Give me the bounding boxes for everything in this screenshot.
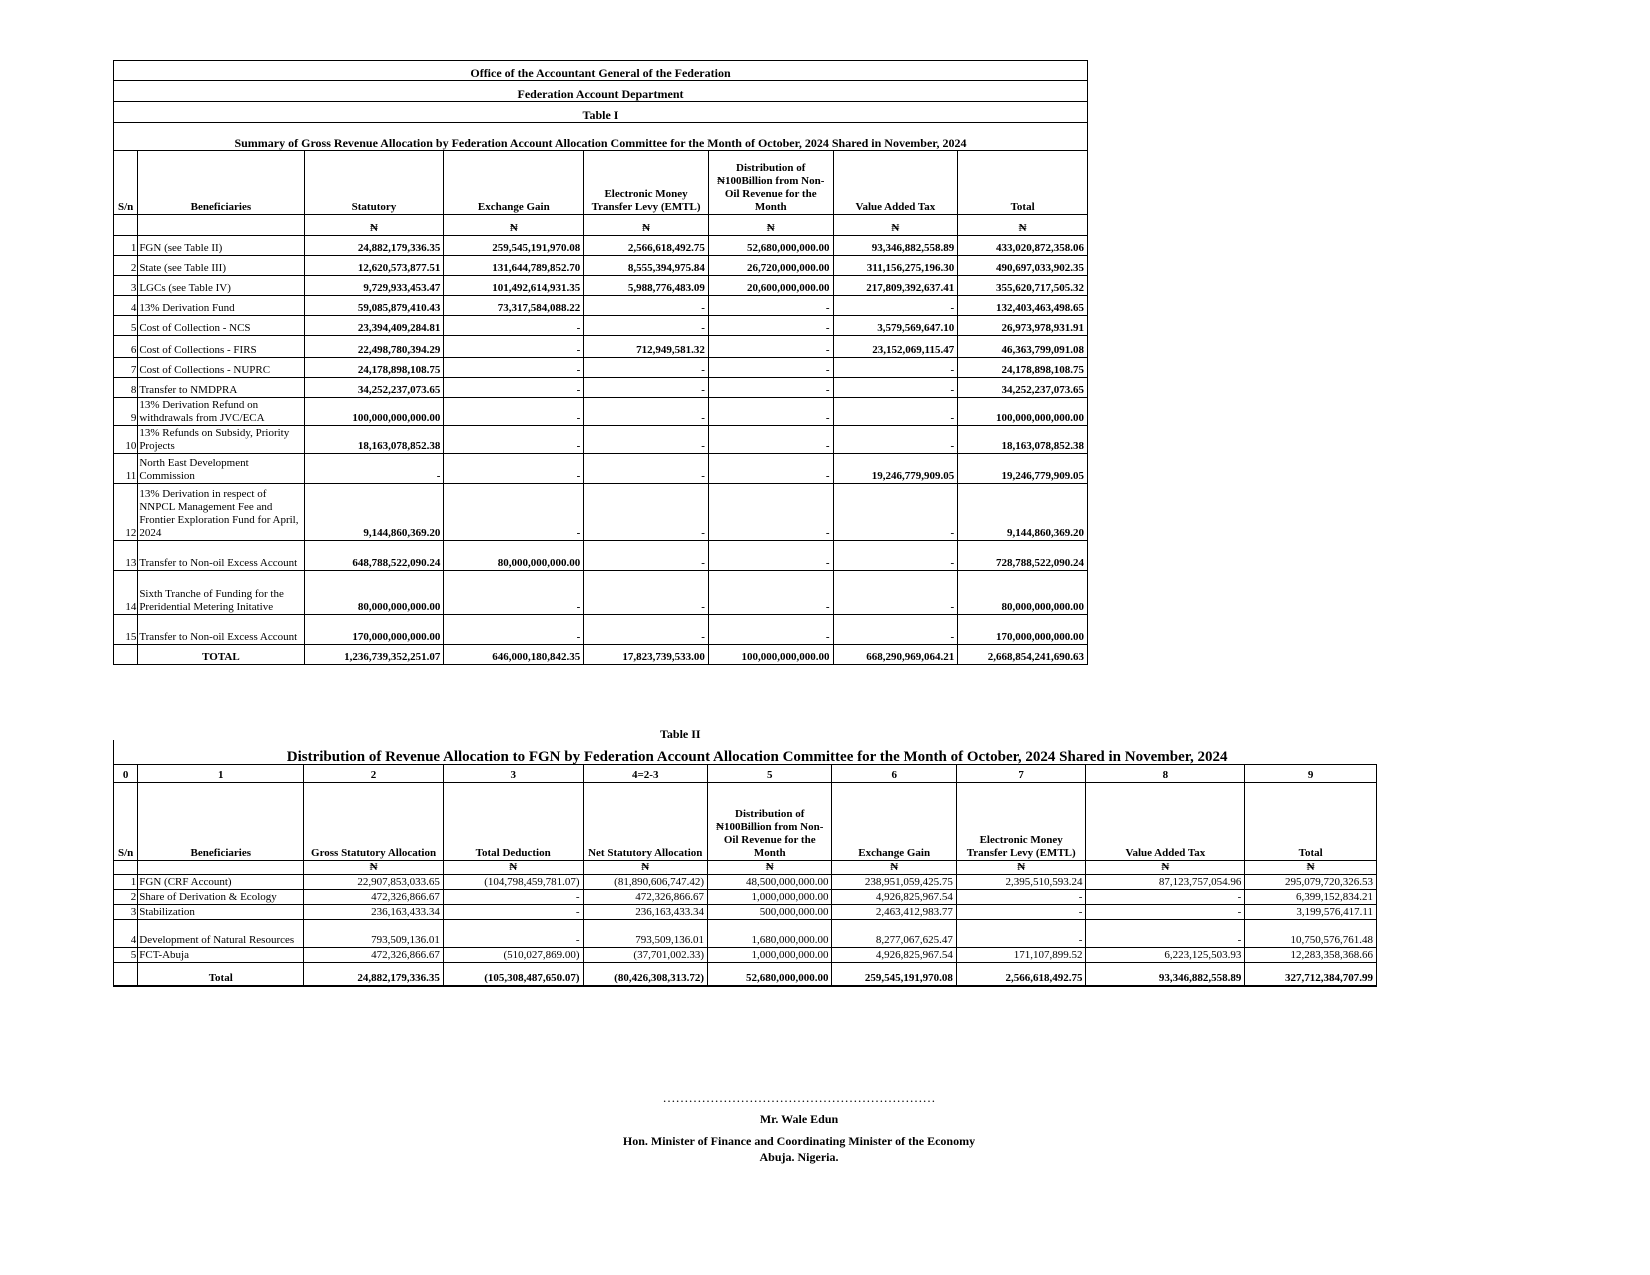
row-value: -	[708, 296, 833, 316]
row-value: 3,199,576,417.11	[1245, 904, 1377, 919]
row-sn: 14	[114, 571, 138, 615]
total-value: 2,566,618,492.75	[956, 962, 1086, 986]
row-value: 217,809,392,637.41	[833, 276, 958, 296]
row-value: 311,156,275,196.30	[833, 256, 958, 276]
table-2-title: Distribution of Revenue Allocation to FGN by Federation Account Allocation Committee for the Month of October, 2024 Shared in November, 2024	[286, 748, 1228, 764]
table-row	[114, 571, 1088, 615]
table-row	[114, 615, 1088, 645]
row-value: -	[444, 378, 584, 398]
row-value: -	[584, 378, 709, 398]
row-value: 490,697,033,902.35	[958, 256, 1088, 276]
table-row	[114, 874, 1377, 889]
row-value: 20,600,000,000.00	[708, 276, 833, 296]
col-total: Total	[958, 151, 1088, 215]
row-sn: 7	[114, 358, 138, 378]
table-row	[114, 276, 1088, 296]
row-value: -	[443, 919, 583, 947]
row-beneficiary: 13% Derivation Refund on withdrawals from JVC/ECA	[138, 398, 304, 426]
row-value: -	[444, 398, 584, 426]
row-value: -	[708, 571, 833, 615]
currency-symbol: ₦	[958, 215, 1088, 236]
row-value: -	[584, 316, 709, 336]
row-value: -	[584, 426, 709, 454]
currency-symbol: ₦	[832, 860, 956, 874]
row-sn: 11	[114, 454, 138, 484]
row-sn: 4	[114, 296, 138, 316]
row-sn: 8	[114, 378, 138, 398]
row-value: 472,326,866.67	[304, 889, 444, 904]
row-value: -	[956, 919, 1086, 947]
table-row	[114, 398, 1088, 426]
total-value: 52,680,000,000.00	[707, 962, 831, 986]
row-sn: 1	[114, 236, 138, 256]
row-value: 80,000,000,000.00	[444, 541, 584, 571]
row-value: 2,395,510,593.24	[956, 874, 1086, 889]
signatory-location: Abuja. Nigeria.	[759, 1150, 839, 1164]
table-1-title: Summary of Gross Revenue Allocation by Federation Account Allocation Committee for the Month of October, 2024 Shared in November, 2024	[114, 123, 1088, 151]
table-row	[114, 256, 1088, 276]
column-number: 5	[707, 764, 831, 782]
total-value: 1,236,739,352,251.07	[304, 645, 444, 665]
table-2-label: Table II	[660, 727, 701, 741]
row-sn: 5	[114, 947, 138, 962]
row-value: 2,566,618,492.75	[584, 236, 709, 256]
row-value: 4,926,825,967.54	[832, 889, 956, 904]
row-beneficiary: Development of Natural Resources	[138, 919, 304, 947]
row-value: 4,926,825,967.54	[832, 947, 956, 962]
row-value: -	[444, 615, 584, 645]
row-value: 26,720,000,000.00	[708, 256, 833, 276]
department-header: Federation Account Department	[114, 81, 1088, 102]
table-1-label: Table I	[114, 102, 1088, 123]
row-value: -	[708, 615, 833, 645]
row-beneficiary: FGN (CRF Account)	[138, 874, 304, 889]
row-value: 19,246,779,909.05	[833, 454, 958, 484]
row-sn: 10	[114, 426, 138, 454]
currency-symbol: ₦	[708, 215, 833, 236]
row-beneficiary: Transfer to Non-oil Excess Account	[138, 541, 304, 571]
currency-symbol: ₦	[304, 860, 444, 874]
table-row	[114, 484, 1088, 541]
table-1	[113, 60, 1088, 665]
row-value: -	[956, 904, 1086, 919]
row-value: -	[833, 358, 958, 378]
row-value: -	[833, 484, 958, 541]
row-value: 80,000,000,000.00	[304, 571, 444, 615]
table-row	[114, 336, 1088, 358]
row-value: -	[833, 571, 958, 615]
row-value: (37,701,002.33)	[583, 947, 707, 962]
row-value: 59,085,879,410.43	[304, 296, 444, 316]
row-value: 500,000,000.00	[707, 904, 831, 919]
row-beneficiary: Cost of Collections - FIRS	[138, 336, 304, 358]
table-row	[114, 919, 1377, 947]
table-row	[114, 296, 1088, 316]
col-total: Total	[1245, 782, 1377, 860]
row-value: 9,144,860,369.20	[958, 484, 1088, 541]
col-100bn: Distribution of ₦100Billion from Non-Oil Revenue for the Month	[707, 782, 831, 860]
row-value: -	[708, 426, 833, 454]
row-value: 171,107,899.52	[956, 947, 1086, 962]
total-value: 2,668,854,241,690.63	[958, 645, 1088, 665]
col-gross-statutory: Gross Statutory Allocation	[304, 782, 444, 860]
row-sn: 6	[114, 336, 138, 358]
row-value: -	[584, 571, 709, 615]
col-sn: S/n	[114, 782, 138, 860]
row-beneficiary: Stabilization	[138, 904, 304, 919]
total-value: 100,000,000,000.00	[708, 645, 833, 665]
row-sn: 5	[114, 316, 138, 336]
col-vat: Value Added Tax	[1086, 782, 1245, 860]
row-value: 1,680,000,000.00	[707, 919, 831, 947]
row-value: -	[833, 541, 958, 571]
row-value: (104,798,459,781.07)	[443, 874, 583, 889]
currency-symbol: ₦	[1086, 860, 1245, 874]
row-value: -	[708, 336, 833, 358]
row-value: 6,223,125,503.93	[1086, 947, 1245, 962]
row-value: 24,882,179,336.35	[304, 236, 444, 256]
row-sn: 15	[114, 615, 138, 645]
total-value: 646,000,180,842.35	[444, 645, 584, 665]
row-value: 18,163,078,852.38	[304, 426, 444, 454]
currency-symbol: ₦	[707, 860, 831, 874]
row-value: -	[584, 541, 709, 571]
row-beneficiary: Share of Derivation & Ecology	[138, 889, 304, 904]
row-sn: 3	[114, 276, 138, 296]
row-value: 48,500,000,000.00	[707, 874, 831, 889]
row-value: -	[584, 296, 709, 316]
row-beneficiary: 13% Derivation in respect of NNPCL Management Fee and Frontier Exploration Fund for April, 2024	[138, 484, 304, 541]
row-value: 18,163,078,852.38	[958, 426, 1088, 454]
row-value: -	[443, 889, 583, 904]
total-label: TOTAL	[138, 645, 304, 665]
row-beneficiary: Cost of Collection - NCS	[138, 316, 304, 336]
row-value: 73,317,584,088.22	[444, 296, 584, 316]
row-value: -	[444, 426, 584, 454]
row-value: 19,246,779,909.05	[958, 454, 1088, 484]
signatory-title: Hon. Minister of Finance and Coordinating Minister of the Economy	[622, 1134, 976, 1148]
row-value: 648,788,522,090.24	[304, 541, 444, 571]
row-value: 52,680,000,000.00	[708, 236, 833, 256]
row-value: -	[444, 484, 584, 541]
row-value: -	[833, 296, 958, 316]
col-beneficiaries: Beneficiaries	[138, 782, 304, 860]
row-value: 236,163,433.34	[304, 904, 444, 919]
table-row	[114, 378, 1088, 398]
row-beneficiary: Transfer to Non-oil Excess Account	[138, 615, 304, 645]
currency-symbol: ₦	[956, 860, 1086, 874]
row-value: -	[1086, 919, 1245, 947]
row-beneficiary: Transfer to NMDPRA	[138, 378, 304, 398]
row-value: 22,498,780,394.29	[304, 336, 444, 358]
total-value: 668,290,969,064.21	[833, 645, 958, 665]
col-net-statutory: Net Statutory Allocation	[583, 782, 707, 860]
col-sn: S/n	[114, 151, 138, 215]
row-value: -	[833, 398, 958, 426]
total-label: Total	[138, 962, 304, 986]
row-value: 46,363,799,091.08	[958, 336, 1088, 358]
row-value: 132,403,463,498.65	[958, 296, 1088, 316]
col-100bn: Distribution of ₦100Billion from Non-Oil Revenue for the Month	[708, 151, 833, 215]
col-statutory: Statutory	[304, 151, 444, 215]
row-sn: 13	[114, 541, 138, 571]
row-value: 236,163,433.34	[583, 904, 707, 919]
row-beneficiary: State (see Table III)	[138, 256, 304, 276]
row-value: 10,750,576,761.48	[1245, 919, 1377, 947]
row-value: 295,079,720,326.53	[1245, 874, 1377, 889]
row-value: 3,579,569,647.10	[833, 316, 958, 336]
column-number: 3	[443, 764, 583, 782]
row-value: 34,252,237,073.65	[958, 378, 1088, 398]
currency-symbol: ₦	[443, 860, 583, 874]
row-value: -	[833, 378, 958, 398]
column-number: 4=2-3	[583, 764, 707, 782]
office-header: Office of the Accountant General of the Federation	[114, 61, 1088, 81]
total-value: (105,308,487,650.07)	[443, 962, 583, 986]
row-sn: 3	[114, 904, 138, 919]
row-beneficiary: FGN (see Table II)	[138, 236, 304, 256]
total-value: 24,882,179,336.35	[304, 962, 444, 986]
row-value: -	[1086, 889, 1245, 904]
row-value: 23,394,409,284.81	[304, 316, 444, 336]
row-value: 712,949,581.32	[584, 336, 709, 358]
row-beneficiary: LGCs (see Table IV)	[138, 276, 304, 296]
table-1-body	[114, 61, 1088, 665]
row-sn: 2	[114, 889, 138, 904]
column-number: 0	[114, 764, 138, 782]
row-value: 131,644,789,852.70	[444, 256, 584, 276]
table-row	[114, 454, 1088, 484]
signatory-name: Mr. Wale Edun	[759, 1112, 839, 1126]
row-value: 100,000,000,000.00	[958, 398, 1088, 426]
row-value: (81,890,606,747.42)	[583, 874, 707, 889]
row-sn: 4	[114, 919, 138, 947]
col-exchange-gain: Exchange Gain	[444, 151, 584, 215]
row-value: 728,788,522,090.24	[958, 541, 1088, 571]
total-value: 93,346,882,558.89	[1086, 962, 1245, 986]
row-value: 793,509,136.01	[304, 919, 444, 947]
col-emtl: Electronic Money Transfer Levy (EMTL)	[956, 782, 1086, 860]
column-number: 8	[1086, 764, 1245, 782]
row-value: -	[833, 615, 958, 645]
row-value: 6,399,152,834.21	[1245, 889, 1377, 904]
row-value: -	[444, 454, 584, 484]
row-sn: 1	[114, 874, 138, 889]
table-row	[114, 541, 1088, 571]
row-value: 1,000,000,000.00	[707, 947, 831, 962]
col-vat: Value Added Tax	[833, 151, 958, 215]
total-value: 17,823,739,533.00	[584, 645, 709, 665]
total-row	[114, 645, 1088, 665]
row-value: 22,907,853,033.65	[304, 874, 444, 889]
row-beneficiary: 13% Refunds on Subsidy, Priority Projects	[138, 426, 304, 454]
row-value: -	[444, 358, 584, 378]
row-value: (510,027,869.00)	[443, 947, 583, 962]
table-row	[114, 904, 1377, 919]
row-value: 9,144,860,369.20	[304, 484, 444, 541]
row-value: -	[708, 398, 833, 426]
row-value: 87,123,757,054.96	[1086, 874, 1245, 889]
row-value: 472,326,866.67	[304, 947, 444, 962]
table-row	[114, 358, 1088, 378]
row-value: 23,152,069,115.47	[833, 336, 958, 358]
row-beneficiary: FCT-Abuja	[138, 947, 304, 962]
row-value: -	[956, 889, 1086, 904]
column-number: 7	[956, 764, 1086, 782]
row-beneficiary: Sixth Tranche of Funding for the Preridential Metering Initative	[138, 571, 304, 615]
currency-symbol: ₦	[833, 215, 958, 236]
row-sn: 12	[114, 484, 138, 541]
currency-symbol: ₦	[583, 860, 707, 874]
row-sn: 2	[114, 256, 138, 276]
row-value: -	[708, 484, 833, 541]
currency-symbol: ₦	[1245, 860, 1377, 874]
row-value: -	[584, 454, 709, 484]
total-row	[114, 962, 1377, 986]
row-value: 1,000,000,000.00	[707, 889, 831, 904]
row-value: -	[444, 336, 584, 358]
currency-symbol: ₦	[444, 215, 584, 236]
row-value: -	[708, 454, 833, 484]
col-total-deduction: Total Deduction	[443, 782, 583, 860]
col-exchange-gain: Exchange Gain	[832, 782, 956, 860]
table-row	[114, 426, 1088, 454]
row-value: 8,277,067,625.47	[832, 919, 956, 947]
currency-symbol: ₦	[584, 215, 709, 236]
row-value: -	[1086, 904, 1245, 919]
row-value: -	[584, 398, 709, 426]
row-value: 238,951,059,425.75	[832, 874, 956, 889]
table-row	[114, 236, 1088, 256]
column-number: 1	[138, 764, 304, 782]
row-value: -	[708, 541, 833, 571]
row-value: 101,492,614,931.35	[444, 276, 584, 296]
row-value: 93,346,882,558.89	[833, 236, 958, 256]
total-value: 327,712,384,707.99	[1245, 962, 1377, 986]
row-value: 9,729,933,453.47	[304, 276, 444, 296]
row-value: 2,463,412,983.77	[832, 904, 956, 919]
row-value: -	[304, 454, 444, 484]
row-value: -	[444, 571, 584, 615]
row-value: 170,000,000,000.00	[958, 615, 1088, 645]
row-value: -	[708, 378, 833, 398]
row-value: -	[443, 904, 583, 919]
row-value: 433,020,872,358.06	[958, 236, 1088, 256]
column-number: 9	[1245, 764, 1377, 782]
row-value: 100,000,000,000.00	[304, 398, 444, 426]
row-value: 355,620,717,505.32	[958, 276, 1088, 296]
row-value: 12,620,573,877.51	[304, 256, 444, 276]
row-value: -	[708, 358, 833, 378]
total-value: (80,426,308,313.72)	[583, 962, 707, 986]
row-value: 24,178,898,108.75	[304, 358, 444, 378]
row-value: 12,283,358,368.66	[1245, 947, 1377, 962]
row-value: 5,988,776,483.09	[584, 276, 709, 296]
row-value: -	[444, 316, 584, 336]
table-row	[114, 889, 1377, 904]
table-2-body	[114, 740, 1377, 986]
total-value: 259,545,191,970.08	[832, 962, 956, 986]
column-number: 2	[304, 764, 444, 782]
row-value: 26,973,978,931.91	[958, 316, 1088, 336]
row-value: -	[584, 358, 709, 378]
row-value: 24,178,898,108.75	[958, 358, 1088, 378]
row-value: 259,545,191,970.08	[444, 236, 584, 256]
row-value: -	[584, 615, 709, 645]
table-row	[114, 316, 1088, 336]
table-row	[114, 947, 1377, 962]
row-value: -	[584, 484, 709, 541]
row-value: 80,000,000,000.00	[958, 571, 1088, 615]
col-emtl: Electronic Money Transfer Levy (EMTL)	[584, 151, 709, 215]
row-value: 793,509,136.01	[583, 919, 707, 947]
table-2	[113, 740, 1377, 987]
row-beneficiary: Cost of Collections - NUPRC	[138, 358, 304, 378]
row-beneficiary: 13% Derivation Fund	[138, 296, 304, 316]
row-value: 34,252,237,073.65	[304, 378, 444, 398]
column-number: 6	[832, 764, 956, 782]
row-value: 472,326,866.67	[583, 889, 707, 904]
row-value: -	[708, 316, 833, 336]
currency-symbol: ₦	[304, 215, 444, 236]
row-beneficiary: North East Development Commission	[138, 454, 304, 484]
row-sn: 9	[114, 398, 138, 426]
col-beneficiaries: Beneficiaries	[138, 151, 304, 215]
signature-line: ………………………………………………………	[662, 1090, 936, 1105]
row-value: 8,555,394,975.84	[584, 256, 709, 276]
row-value: -	[833, 426, 958, 454]
row-value: 170,000,000,000.00	[304, 615, 444, 645]
